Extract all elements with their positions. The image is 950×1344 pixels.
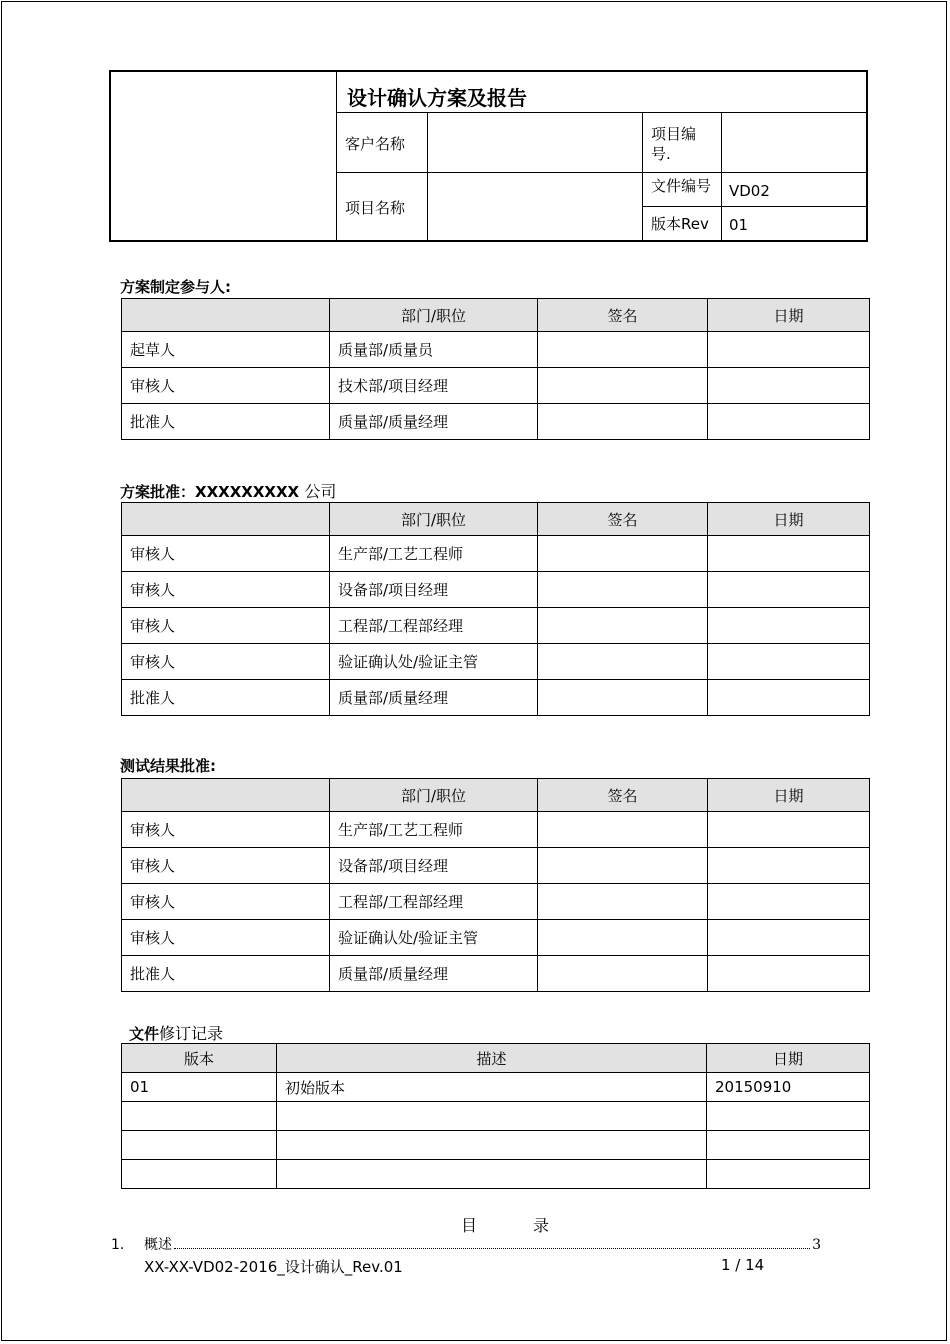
test-approval-table [121,778,870,992]
table-header-row [122,299,870,332]
signature-cell[interactable] [538,404,708,440]
project-name-label: 项目名称 [345,199,406,217]
signature-cell[interactable] [538,848,708,884]
toc-title-char-1: 目 [461,1216,478,1235]
plan-approval-table [121,502,870,716]
version-cell [122,1160,277,1189]
column-header: 部门/职位 [330,299,538,332]
role-cell: 审核人 [122,572,330,608]
role-cell: 审核人 [122,536,330,572]
signature-cell[interactable] [538,884,708,920]
doc-no-value: VD02 [729,182,770,200]
date-cell [707,1102,870,1131]
table-row [122,920,870,956]
department-cell: 质量部/质量经理 [330,956,538,992]
date-cell[interactable] [708,404,870,440]
column-header [122,503,330,536]
section-plan-approval-bold: 方案批准：XXXXXXXXX [120,483,300,501]
department-cell: 设备部/项目经理 [330,848,538,884]
date-cell[interactable] [708,812,870,848]
date-cell[interactable] [708,884,870,920]
table-header-row [122,779,870,812]
table-row [122,1131,870,1160]
table-row [122,848,870,884]
table-header-row [122,1044,870,1073]
participants-table [121,298,870,440]
section-participants-title: 方案制定参与人: [120,278,231,296]
footer-page-number: 1 / 14 [721,1256,765,1274]
table-row [122,536,870,572]
table-row [122,884,870,920]
table-row [122,956,870,992]
date-cell[interactable] [708,680,870,716]
customer-name-label: 客户名称 [345,135,406,153]
signature-cell[interactable] [538,368,708,404]
signature-cell[interactable] [538,332,708,368]
date-cell[interactable] [708,644,870,680]
column-header: 部门/职位 [330,503,538,536]
version-cell: 01 [122,1073,277,1102]
date-cell [707,1160,870,1189]
toc-leader-dots [174,1248,810,1249]
column-header: 日期 [708,503,870,536]
table-row [122,332,870,368]
role-cell: 批准人 [122,680,330,716]
column-header: 部门/职位 [330,779,538,812]
role-cell: 审核人 [122,644,330,680]
signature-cell[interactable] [538,812,708,848]
date-cell[interactable] [708,572,870,608]
department-cell: 设备部/项目经理 [330,572,538,608]
table-row [122,1102,870,1131]
column-header: 日期 [707,1044,870,1073]
description-cell [277,1160,707,1189]
column-header: 签名 [538,503,708,536]
date-cell[interactable] [708,848,870,884]
department-cell: 工程部/工程部经理 [330,884,538,920]
role-cell: 审核人 [122,608,330,644]
department-cell: 验证确认处/验证主管 [330,644,538,680]
table-row [122,1160,870,1189]
department-cell: 质量部/质量员 [330,332,538,368]
toc-title-char-2: 录 [533,1216,550,1235]
logo-area [111,72,337,240]
section-plan-approval-company: 公司 [304,482,337,501]
role-cell: 批准人 [122,956,330,992]
column-header: 版本 [122,1044,277,1073]
department-cell: 技术部/项目经理 [330,368,538,404]
date-cell[interactable] [708,368,870,404]
doc-no-label: 文件编号 [651,177,712,195]
column-header [122,299,330,332]
department-cell: 质量部/质量经理 [330,404,538,440]
document-header [109,70,868,242]
signature-cell[interactable] [538,680,708,716]
column-header: 签名 [538,779,708,812]
role-cell: 审核人 [122,368,330,404]
date-cell[interactable] [708,536,870,572]
toc-title [461,1213,549,1236]
table-row [122,608,870,644]
toc-entry-number: 1. [111,1237,125,1253]
rev-value: 01 [729,216,749,234]
role-cell: 起草人 [122,332,330,368]
description-cell [277,1102,707,1131]
column-header: 签名 [538,299,708,332]
date-cell[interactable] [708,332,870,368]
column-header: 日期 [708,779,870,812]
column-header: 描述 [277,1044,707,1073]
toc-entry-label[interactable]: 概述 [144,1237,172,1253]
table-row [122,572,870,608]
revision-record-title-normal: 修订记录 [159,1024,224,1043]
document-title: 设计确认方案及报告 [347,86,527,110]
column-header [122,779,330,812]
signature-cell[interactable] [538,644,708,680]
toc-entry[interactable] [111,1234,821,1254]
date-cell: 20150910 [707,1073,870,1102]
table-row [122,812,870,848]
section-plan-approval-title [120,479,336,502]
description-cell [277,1131,707,1160]
department-cell: 生产部/工艺工程师 [330,812,538,848]
date-cell[interactable] [708,920,870,956]
section-test-approval-title: 测试结果批准: [120,757,216,775]
signature-cell[interactable] [538,920,708,956]
signature-cell[interactable] [538,956,708,992]
table-row [122,368,870,404]
date-cell [707,1131,870,1160]
column-header: 日期 [708,299,870,332]
role-cell: 审核人 [122,812,330,848]
description-cell: 初始版本 [277,1073,707,1102]
role-cell: 审核人 [122,848,330,884]
document-page [1,1,947,1341]
department-cell: 验证确认处/验证主管 [330,920,538,956]
toc-entry-page: 3 [812,1237,821,1253]
role-cell: 审核人 [122,884,330,920]
signature-cell[interactable] [538,608,708,644]
project-no-label: 项目编号. [651,125,697,163]
signature-cell[interactable] [538,536,708,572]
revision-record-title-bold: 文件 [129,1025,160,1043]
revision-table [121,1043,870,1189]
table-row [122,1073,870,1102]
department-cell: 质量部/质量经理 [330,680,538,716]
table-row [122,644,870,680]
version-cell [122,1131,277,1160]
footer-document-name: XX-XX-VD02-2016_设计确认_Rev.01 [144,1258,403,1276]
department-cell: 工程部/工程部经理 [330,608,538,644]
date-cell[interactable] [708,956,870,992]
date-cell[interactable] [708,608,870,644]
table-row [122,404,870,440]
version-cell [122,1102,277,1131]
role-cell: 批准人 [122,404,330,440]
role-cell: 审核人 [122,920,330,956]
rev-label: 版本Rev [651,215,709,233]
table-row [122,680,870,716]
table-header-row [122,503,870,536]
revision-record-title [129,1021,223,1044]
department-cell: 生产部/工艺工程师 [330,536,538,572]
signature-cell[interactable] [538,572,708,608]
